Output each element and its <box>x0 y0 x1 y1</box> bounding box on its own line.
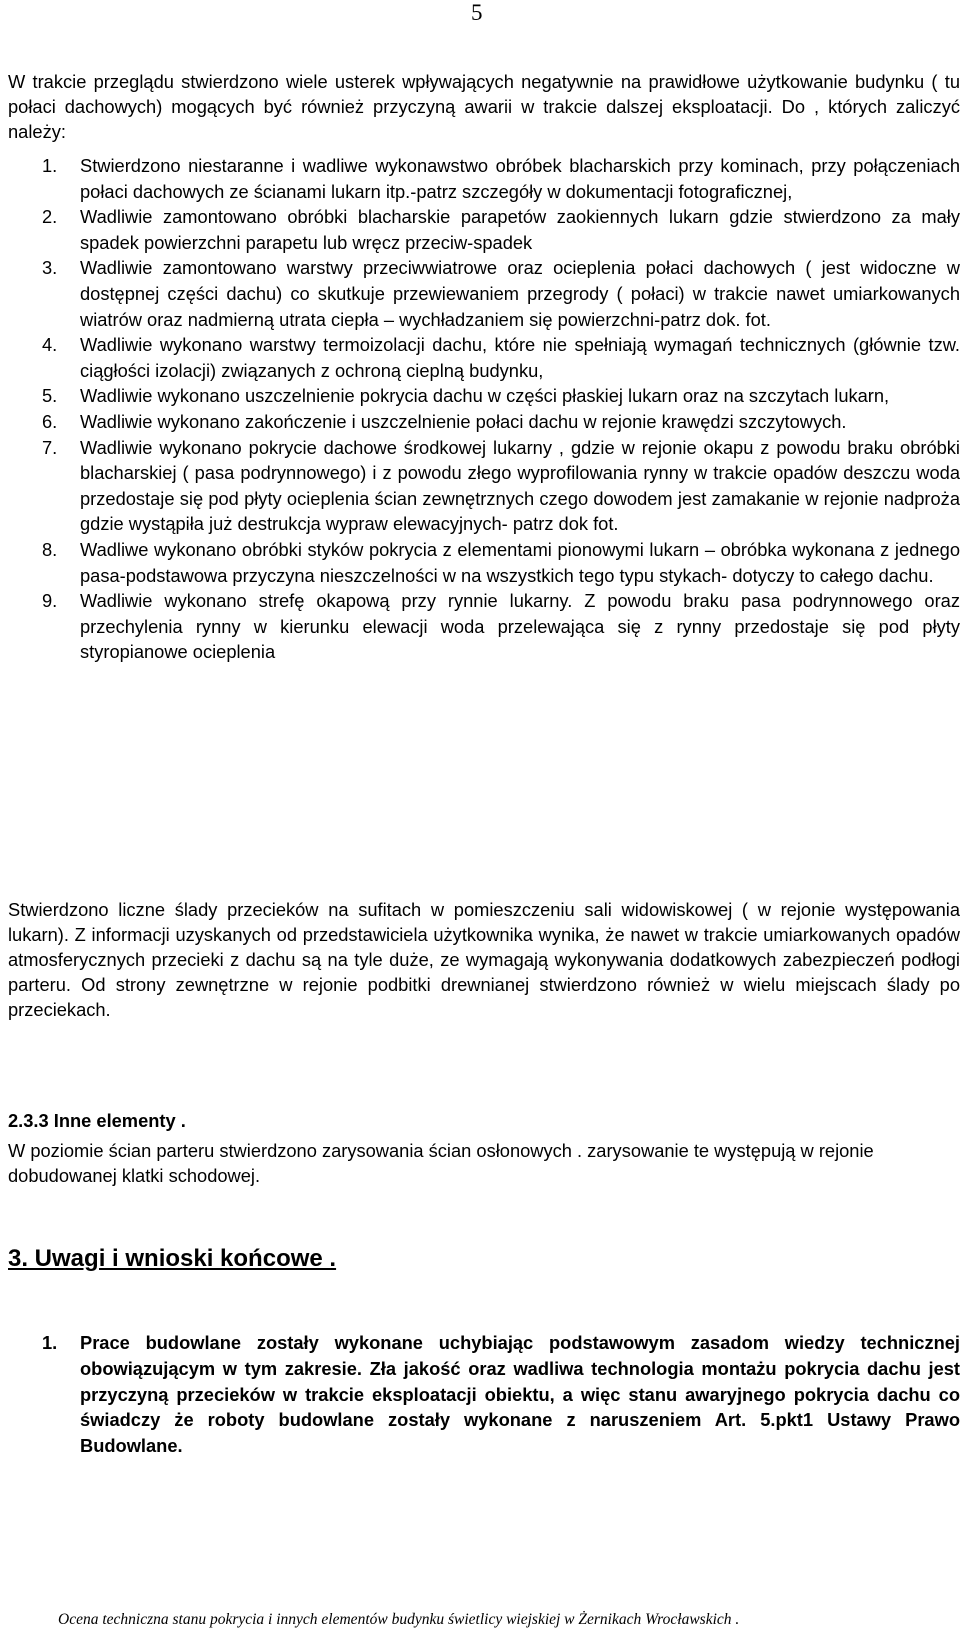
item-text: Wadliwe wykonano obróbki styków pokrycia z elementami pionowymi lukarn – obróbka wykonana z jednego pasa-podstawowa przyczyna nieszczelności w na wszystkich tego typu stykach- dotyczy to całego dachu. <box>80 538 960 586</box>
item-text: Wadliwie wykonano warstwy termoizolacji dachu, które nie spełniają wymagań technicznych (głównie tzw. ciągłości izolacji) związanych z ochroną cieplną budynku, <box>80 334 960 381</box>
conclusions-list <box>8 1330 960 1459</box>
item-number: 9. <box>42 590 58 612</box>
item-number: 6. <box>42 410 58 432</box>
item-text: Prace budowlane zostały wykonane uchybiając podstawowym zasadom wiedzy technicznej obowiązującym w tym zakresie. Zła jakość oraz wadliwa technologia montażu pokrycia dachu jest przyczyną przecieków w trakcie eksploatacji obiektu, a więc stanu awaryjnego pokrycia dachu co świadczy że roboty budowlane zostały wykonane z naruszeniem Art. 5.pkt1 Ustawy Prawo Budowlane. <box>80 1332 960 1457</box>
defect-item <box>8 332 960 383</box>
defect-item <box>8 204 960 255</box>
item-text: Wadliwie wykonano uszczelnienie pokrycia dachu w części płaskiej lukarn oraz na szczytach lukarn, <box>80 385 890 407</box>
section-heading-2-3-3: 2.3.3 Inne elementy . <box>8 1110 186 1131</box>
defect-item <box>8 383 960 409</box>
item-text: Wadliwie wykonano zakończenie i uszczelnienie połaci dachu w rejonie krawędzi szczytowych. <box>80 410 847 432</box>
item-number: 2. <box>42 206 58 228</box>
item-text: Wadliwie zamontowano warstwy przeciwwiatrowe oraz ocieplenia połaci dachowych ( jest widoczne w dostępnej części dachu) co skutkuje przewiewaniem przegrody ( połaci) w trakcie nawet umiarkowanych wiatrów oraz nadmierną utrata ciepła – wychładzaniem się powierzchni-patrz dok. fot. <box>80 257 960 330</box>
item-number: 1. <box>42 155 58 176</box>
defect-item <box>8 255 960 332</box>
item-number: 7. <box>42 436 58 458</box>
defect-item <box>8 435 960 537</box>
defect-item <box>8 537 960 588</box>
leaks-paragraph: Stwierdzono liczne ślady przecieków na sufitach w pomieszczeniu sali widowiskowej ( w rejonie występowania lukarn). Z informacji uzyskanych od przedstawiciela użytkownika wynika, że nawet w trakcie umiarkowanych opadów atmosferycznych przecieki z dachu są na tyle duże, ze wymagają wykonywania dodatkowych zabezpieczeń podłogi parteru. Od strony zewnętrzne w rejonie podbitki drewnianej stwierdzono również w wielu miejscach ślady po przeciekach. <box>8 899 960 1020</box>
item-number: 1. <box>42 1332 58 1353</box>
item-number: 3. <box>42 257 58 279</box>
intro-paragraph: W trakcie przeglądu stwierdzono wiele usterek wpływających negatywnie na prawidłowe użytkowanie budynku ( tu połaci dachowych) mogących być również przyczyną awarii w trakcie dalszej eksploatacji. Do , których zaliczyć należy: <box>8 71 960 142</box>
page-number: 5 <box>471 0 483 25</box>
defect-item <box>8 409 960 435</box>
item-number: 8. <box>42 538 58 560</box>
item-number: 5. <box>42 385 58 407</box>
conclusion-item <box>8 1330 960 1459</box>
item-text: Wadliwie wykonano strefę okapową przy rynnie lukarny. Z powodu braku pasa podrynnowego oraz przechylenia rynny w kierunku elewacji woda przelewająca się z rynny przedostaje się pod płyty styropianowe ocieplenia <box>80 590 960 663</box>
defects-list <box>8 153 960 665</box>
defect-item <box>8 153 960 204</box>
item-text: Wadliwie wykonano pokrycie dachowe środkowej lukarny , gdzie w rejonie okapu z powodu braku obróbki blacharskiej ( pasa podrynnowego) i z powodu złego wyprofilowania rynny w trakcie opadów deszczu woda przedostaje się pod płyty ocieplenia ścian zewnętrznych czego dowodem jest zamakanie w rejonie nadproża gdzie wystąpiła już destrukcja wypraw elewacyjnych- patrz dok fot. <box>80 436 960 535</box>
item-number: 4. <box>42 334 58 356</box>
item-text: Wadliwie zamontowano obróbki blacharskie parapetów zaokiennych lukarn gdzie stwierdzono za mały spadek powierzchni parapetu lub wręcz przeciw-spadek <box>80 206 960 253</box>
item-text: Stwierdzono niestaranne i wadliwe wykonawstwo obróbek blacharskich przy kominach, przy połączeniach połaci dachowych ze ścianami lukarn itp.-patrz szczegóły w dokumentacji fotograficznej, <box>80 155 960 202</box>
defect-item <box>8 588 960 665</box>
page-footer: Ocena techniczna stanu pokrycia i innych elementów budynku świetlicy wiejskiej w Żernikach Wrocławskich . <box>58 1611 740 1628</box>
section-2-3-3-text: W poziomie ścian parteru stwierdzono zarysowania ścian osłonowych . zarysowanie te występują w rejonie dobudowanej klatki schodowej. <box>8 1140 874 1186</box>
section-heading-3: 3. Uwagi i wnioski końcowe . <box>8 1245 337 1272</box>
